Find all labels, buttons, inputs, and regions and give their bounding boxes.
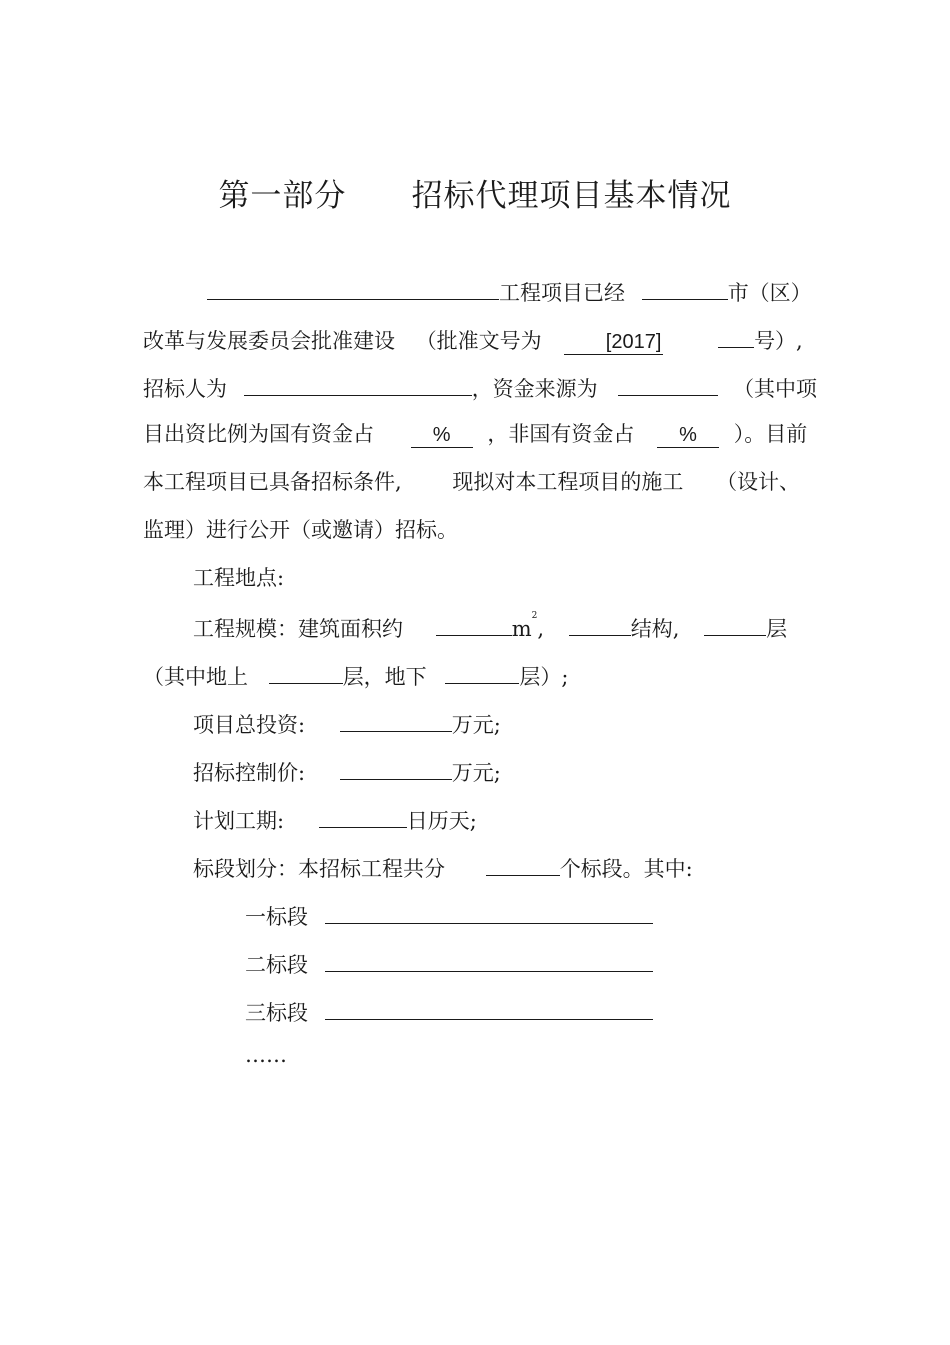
page-title <box>0 170 950 215</box>
scale-row: 工程规模：建筑面积约 $m^2$, 结构, 层 <box>193 611 788 641</box>
duration-row: 计划工期: 日历天; <box>193 803 477 833</box>
above-ground-blank <box>269 659 343 684</box>
location-row: 工程地点: <box>193 566 285 590</box>
control-price-row: 招标控制价: 万元; <box>193 755 501 785</box>
structure-blank <box>569 611 631 636</box>
intro-line-4: 目出资比例为国有资金占 % ，非国有资金占 % ）。目前 <box>143 422 808 446</box>
floors-blank <box>704 611 766 636</box>
sections-row: 标段划分：本招标工程共分 个标段。其中: <box>193 851 693 881</box>
intro-line-2: 改革与发展委员会批准建设 （批准文号为 [2017] 号）, <box>143 323 803 353</box>
intro-line-6: 监理）进行公开（或邀请）招标。 <box>143 518 458 542</box>
nonstate-fund-percent-blank: % <box>657 423 719 448</box>
intro-line-5: 本工程项目已具备招标条件, 现拟对本工程项目的施工 （设计、 <box>143 470 801 494</box>
control-price-blank <box>340 755 452 780</box>
investment-blank <box>340 707 452 732</box>
duration-blank <box>319 803 407 828</box>
intro-line-3: 招标人为 ，资金来源为 （其中项 <box>143 371 817 401</box>
sections-count-blank <box>486 851 560 876</box>
intro-line-1: 工程项目已经 市（区） <box>207 275 812 305</box>
section-1-blank <box>325 899 653 924</box>
state-fund-percent-blank: % <box>411 423 473 448</box>
approval-number-blank: [2017] <box>564 330 663 355</box>
section-3-row: 三标段 <box>245 995 653 1025</box>
area-blank <box>436 611 512 636</box>
scale-row-2: （其中地上 层，地下 层）; <box>143 659 568 689</box>
below-ground-blank <box>445 659 519 684</box>
city-blank <box>642 275 728 300</box>
title-heading: 招标代理项目基本情况 <box>411 178 732 214</box>
tenderer-blank <box>244 371 472 396</box>
section-2-row: 二标段 <box>245 947 653 977</box>
investment-row: 项目总投资: 万元; <box>193 707 501 737</box>
section-2-blank <box>325 947 653 972</box>
fund-source-blank <box>618 371 718 396</box>
ellipsis-row: …… <box>245 1043 287 1067</box>
section-1-row: 一标段 <box>245 899 653 929</box>
section-3-blank <box>325 995 653 1020</box>
project-name-blank <box>207 275 499 300</box>
title-part: 第一部分 <box>218 178 347 214</box>
approval-suffix-blank <box>718 323 754 348</box>
